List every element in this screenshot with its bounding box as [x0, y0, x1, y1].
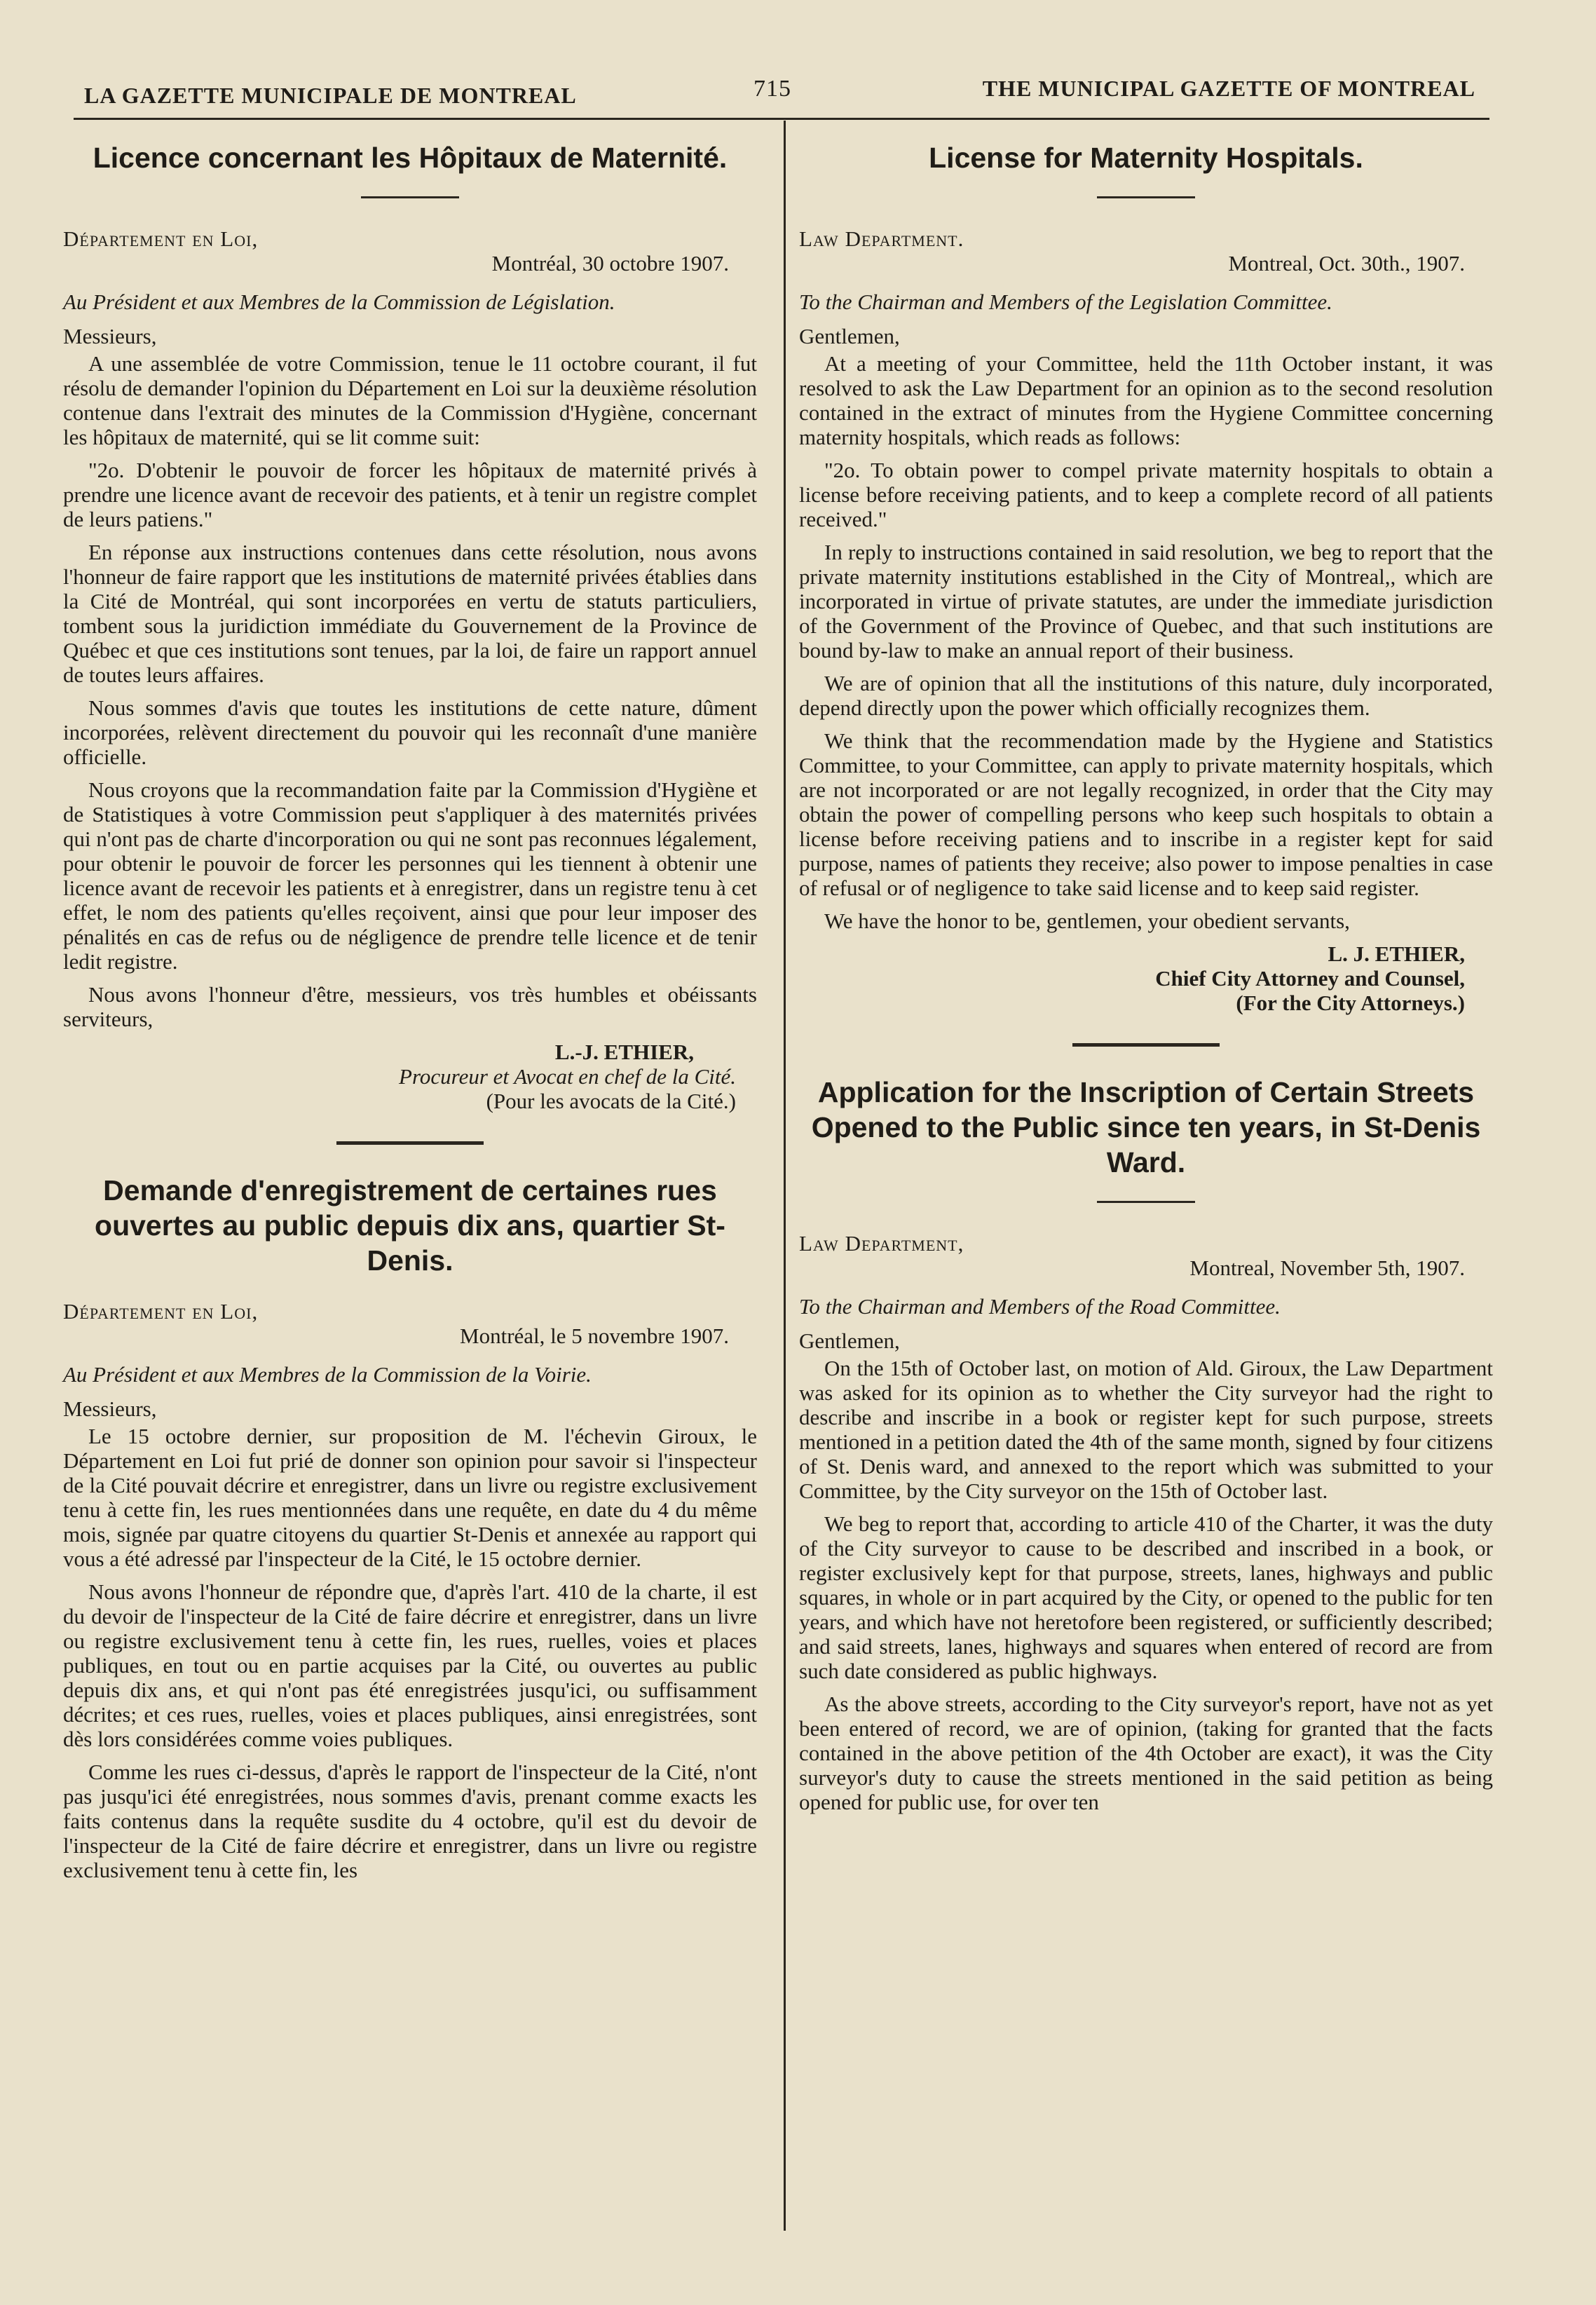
title-rule	[1097, 1201, 1195, 1203]
section-separator	[336, 1141, 484, 1145]
salutation: Gentlemen,	[799, 1328, 900, 1353]
dateline: Montréal, le 5 novembre 1907.	[460, 1324, 729, 1348]
article-title: Licence concernant les Hôpitaux de Maternité.	[93, 142, 728, 174]
paragraph: "2o. D'obtenir le pouvoir de forcer les hôpitaux de maternité privés à prendre une licence avant de recevoir des patients, et à tenir un registre complet de leurs patiens."	[63, 458, 757, 531]
paragraph: Comme les rues ci-dessus, d'après le rapport de l'inspecteur de la Cité, n'ont pas jusqu'ici été enregistrées, nous sommes d'avis, prenant comme exacts les faits contenus dans la requête susdite du 4 octobre, qu'il est du devoir de l'inspecteur de la Cité de faire décrire et enregistrer, dans un livre ou registre exclusivement tenu à cette fin, les	[63, 1760, 757, 1882]
article-maternite-fr	[63, 140, 757, 1113]
header-english-title: THE MUNICIPAL GAZETTE OF MONTREAL	[982, 76, 1475, 101]
column-divider	[784, 121, 786, 2231]
paragraph: Nous croyons que la recommandation faite par la Commission d'Hygiène et de Statistiques à votre Commission peut s'appliquer à des maternités privées qui n'ont pas de charte d'incorporation ou qui ne sont pas reconnues légalement, pour obtenir le pouvoir de forcer les personnes qui les tiennent à obtenir une licence avant de recevoir les patients et à enregistrer, dans un registre tenu à cet effet, le nom des patients qu'elles reçoivent, ainsi que pour leur imposer des pénalités en cas de refus ou de négligence de prendre telle licence et de tenir ledit registre.	[63, 777, 757, 974]
title-rule	[1097, 196, 1195, 198]
signature-name: L.-J. ETHIER,	[554, 1040, 694, 1064]
article-title: Application for the Inscription of Certain Streets Opened to the Public since ten years, in St-Denis Ward.	[811, 1076, 1481, 1178]
paragraph: We think that the recommendation made by the Hygiene and Statistics Committee, to your Committee, can apply to private maternity hospitals, which are not incorporated or are not legally recognized, in order that the City may obtain the power of compelling persons who keep such hospitals to obtain a license before receiving patiens and to inscribe in a register kept for said purpose, names of patients they receive; also power to impose penalties in case of refusal or of negligence to take said license and to keep said register.	[799, 728, 1493, 900]
paragraph: On the 15th of October last, on motion of Ald. Giroux, the Law Department was asked for its opinion as to whether the City surveyor had the right to describe and inscribe in a book or register kept for such purpose, streets mentioned in a petition dated the 4th of the same month, signed by four citizens of St. Denis ward, and annexed to the report which was submitted to your Committee, by the City surveyor on the 15th of October last.	[799, 1356, 1493, 1503]
paragraph: We beg to report that, according to article 410 of the Charter, it was the duty of the City surveyor to cause to be described and inscribed in a book, or register exclusively kept for that purpose, streets, lanes, highways and public squares, in whole or in part acquired by the City, or opened to the public for ten years, and which have not heretofore been registered, or sufficiently described; and said streets, lanes, highways and squares when entered of record are from such date considered as public highways.	[799, 1511, 1493, 1683]
paragraph: We are of opinion that all the institutions of this nature, duly incorporated, depend directly upon the power which officially recognizes them.	[799, 671, 1493, 720]
article-title: Demande d'enregistrement de certaines rues ouvertes au public depuis dix ans, quartier St-Denis.	[95, 1174, 725, 1277]
dateline: Montréal, 30 octobre 1907.	[491, 251, 729, 276]
addressee: To the Chairman and Members of the Road Committee.	[799, 1294, 1281, 1319]
paragraph: At a meeting of your Committee, held the 11th October instant, it was resolved to ask the Law Department for an opinion as to the second resolution contained in the extract of minutes from the Hygiene Committee concerning maternity hospitals, which reads as follows:	[799, 351, 1493, 449]
section-separator	[1072, 1043, 1220, 1047]
signature-name: L. J. ETHIER,	[1328, 941, 1465, 966]
article-title: License for Maternity Hospitals.	[929, 142, 1363, 174]
dateline: Montreal, Oct. 30th., 1907.	[1228, 251, 1465, 276]
department-line: Law Department.	[799, 226, 964, 251]
header-rule	[74, 118, 1489, 120]
paragraph: Nous avons l'honneur de répondre que, d'après l'art. 410 de la charte, il est du devoir de l'inspecteur de la Cité de faire décrire et enregistrer, dans un livre ou registre exclusivement tenu à cette fin, les rues, ruelles, voies et places publiques, en tout ou en partie acquises par la Cité, ou ouvertes au public depuis dix ans, et qui n'ont pas été enregistrées jusqu'ici, ou suffisamment décrites; et ces rues, ruelles, voies et places publiques, ainsi enregistrées, sont dès lors considérées comme voies publiques.	[63, 1579, 757, 1751]
header-french-title: LA GAZETTE MUNICIPALE DE MONTREAL	[84, 83, 577, 108]
french-column	[63, 133, 757, 1903]
paragraph: Nous avons l'honneur d'être, messieurs, vos très humbles et obéissants serviteurs,	[63, 982, 757, 1031]
paragraph: En réponse aux instructions contenues dans cette résolution, nous avons l'honneur de faire rapport que les institutions de maternité privées établies dans la Cité de Montréal, qui sont incorporées en vertu de statuts particuliers, tombent sous la juridiction immédiate du Gouvernement de la Province de Québec et que ces institutions sont tenues, par la loi, de faire un rapport annuel de toutes leurs affaires.	[63, 540, 757, 687]
paragraph: In reply to instructions contained in said resolution, we beg to report that the private maternity institutions established in the City of Montreal,, which are incorporated in virtue of private statutes, are under the immediate jurisdiction of the Government of the Province of Quebec, and that such institutions are bound by-law to make an annual report of their business.	[799, 540, 1493, 662]
department-line: Département en Loi,	[63, 1299, 259, 1324]
salutation: Messieurs,	[63, 324, 157, 348]
addressee: To the Chairman and Members of the Legislation Committee.	[799, 290, 1332, 314]
department-line: Département en Loi,	[63, 226, 259, 251]
running-head	[84, 76, 1482, 118]
salutation: Gentlemen,	[799, 324, 900, 348]
signature-note: (Pour les avocats de la Cité.)	[486, 1089, 736, 1113]
paragraph: Le 15 octobre dernier, sur proposition de M. l'échevin Giroux, le Département en Loi fut prié de donner son opinion pour savoir si l'inspecteur de la Cité pouvait décrire et enregistrer, dans un livre ou registre exclusivement tenu à cette fin, les rues mentionnées dans une requête, en date du 4 du même mois, signée par quatre citoyens du quartier St-Denis et annexée au rapport qui vous a été adressé par l'inspecteur de la Cité, le 15 octobre dernier.	[63, 1424, 757, 1571]
signature-title: Procureur et Avocat en chef de la Cité.	[399, 1064, 736, 1089]
signature-title: Chief City Attorney and Counsel,	[1155, 966, 1465, 991]
addressee: Au Président et aux Membres de la Commission de la Voirie.	[63, 1362, 592, 1387]
paragraph: Nous sommes d'avis que toutes les institutions de cette nature, dûment incorporées, relèvent directement du pouvoir qui les reconnaît d'une manière officielle.	[63, 695, 757, 769]
addressee: Au Président et aux Membres de la Commission de Législation.	[63, 290, 615, 314]
dateline: Montreal, November 5th, 1907.	[1189, 1256, 1465, 1280]
signature-note: (For the City Attorneys.)	[1236, 991, 1465, 1015]
english-column	[799, 133, 1493, 1835]
article-maternity-en	[799, 140, 1493, 1015]
page-number: 715	[753, 76, 791, 102]
article-streets-en	[799, 1075, 1493, 1814]
paragraph: As the above streets, according to the City surveyor's report, have not as yet been entered of record, we are of opinion, (taking for granted that the facts contained in the above petition of the 4th October are exact), it was the City surveyor's duty to cause the streets mentioned in the said petition as being opened for public use, for over ten	[799, 1692, 1493, 1814]
article-rues-fr	[63, 1173, 757, 1882]
paragraph: We have the honor to be, gentlemen, your obedient servants,	[824, 909, 1350, 933]
department-line: Law Department,	[799, 1231, 964, 1256]
salutation: Messieurs,	[63, 1396, 157, 1421]
title-rule	[361, 196, 459, 198]
paragraph: "2o. To obtain power to compel private maternity hospitals to obtain a license before receiving patients, and to keep a complete record of all patients received."	[799, 458, 1493, 531]
paragraph: A une assemblée de votre Commission, tenue le 11 octobre courant, il fut résolu de demander l'opinion du Département en Loi sur la deuxième résolution contenue dans l'extrait des minutes de la Commission d'Hygiène, concernant les hôpitaux de maternité, qui se lit comme suit:	[63, 351, 757, 449]
